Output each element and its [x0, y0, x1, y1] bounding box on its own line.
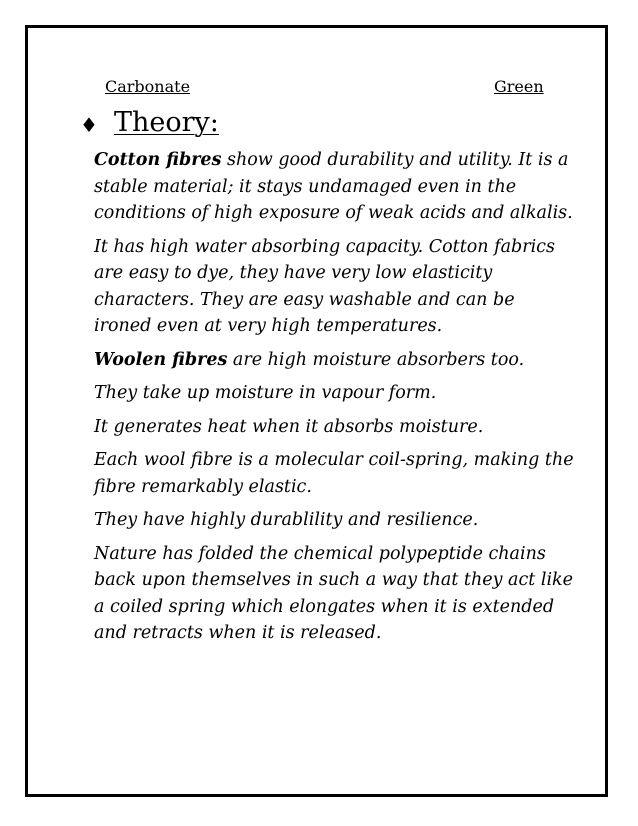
paragraph-durability [94, 507, 574, 534]
header-right-label: Green [494, 77, 544, 96]
section-heading: Theory: [114, 107, 219, 138]
body-text [94, 147, 574, 654]
paragraph-cotton-properties [94, 234, 574, 340]
term-woolen-fibres: Woolen fibres [94, 349, 228, 370]
paragraph-polypeptide [94, 541, 574, 647]
paragraph-coil-spring [94, 447, 574, 500]
paragraph-woolen [94, 347, 574, 374]
paragraph-text: It has high water absorbing capacity. Cotton fabrics are easy to dye, they have very low elasticity characters. They are easy washable and can be ironed even at very high temperatures. [94, 236, 555, 336]
paragraph-text: are high moisture absorbers too. [227, 349, 525, 370]
term-cotton-fibres: Cotton fibres [94, 150, 222, 170]
paragraph-text: They have highly durablility and resilience. [94, 510, 479, 530]
paragraph-text: Each wool fibre is a molecular coil-spring, making the fibre remarkably elastic. [94, 450, 574, 497]
paragraph-text: It generates heat when it absorbs moisture. [94, 416, 484, 437]
paragraph-text: show good durability and utility. It is a stable material; it stays undamaged even in the conditions of high exposure of weak acids and alkalis. [94, 150, 573, 223]
paragraph-text: They take up moisture in vapour form. [94, 383, 437, 403]
paragraph-heat [94, 414, 574, 441]
paragraph-cotton [94, 147, 574, 227]
paragraph-text: Nature has folded the chemical polypeptide chains back upon themselves in such a way that they act like a coiled spring which elongates when it is extended and retracts when it is released. [94, 543, 574, 643]
diamond-bullet-icon: ♦ [80, 113, 98, 137]
header-left-label: Carbonate [105, 77, 191, 96]
paragraph-vapour [94, 380, 574, 407]
